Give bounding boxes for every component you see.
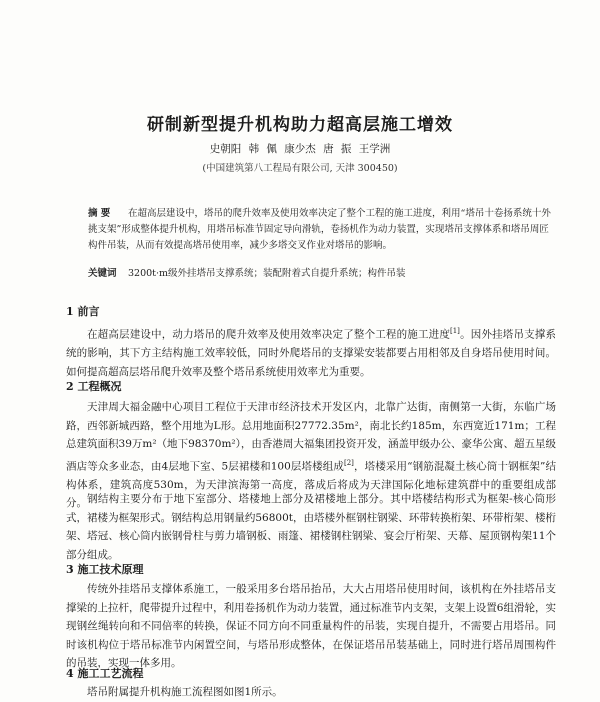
overview-text-a: 天津周大福金融中心项目工程位于天津市经济技术开发区内，北靠广达街，南侧第一大街，东临广场路，西邻新城西路，整个用地为L形。总用地面积27772.35m²，南北长约185m，东西宽近171m；工程总建筑面积39万m²（地下98370m²），由香港周大福集团投资开发，涵盖甲级办公、豪华公寓、超五星级酒店等众多业态，由4层地下室、5层裙楼和100层塔楼组成 — [66, 401, 556, 472]
intro-text-a: 在超高层建设中，动力塔吊的爬升效率及使用效率决定了整个工程的施工进度 — [87, 328, 450, 341]
section-heading-process: 4 施工工艺流程 — [66, 667, 144, 680]
citation-2: [2] — [343, 458, 354, 467]
paper-affiliation: (中国建筑第八工程局有限公司, 天津 300450) — [202, 163, 398, 174]
paper-authors: 史朝阳 韩 佩 康少杰 唐 振 王学洲 — [209, 143, 391, 155]
abstract-text: 在超高层建设中，塔吊的爬升效率及使用效率决定了整个工程的施工进度，利用“塔吊十卷扬系统十外挑支架”形成整体提升机构，用塔吊标准节固定导向滑轨，卷扬机作为动力装置，实现塔吊支撑体系和塔吊周匠构件吊装，从而有效提高塔吊使用率，减少多塔交叉作业对塔吊的影响。 — [88, 208, 551, 251]
section-heading-principle: 3 施工技术原理 — [66, 563, 144, 576]
citation-1: [1] — [450, 327, 460, 335]
keywords-label: 关键词 — [88, 268, 117, 279]
section-heading-overview: 2 工程概况 — [66, 380, 122, 393]
section-principle-paragraph: 传统外挂塔吊支撑体系施工，一般采用多台塔吊抬吊，大大占用塔吊使用时间，该机构在外挂塔吊支撑梁的上拉杆，爬带提升过程中，利用卷扬机作为动力装置，通过标准节内支架，支架上设置6组滑轮，实现钢丝绳转向和不同倍率的转换，保证不同方向不同重量构件的吊装，实现自提升，不需要占用塔吊。同时该机构位于塔吊标准节内闲置空间，与塔吊形成整体，在保证塔吊吊装基础上，同时进行塔吊周围构件的吊装，实现一体多用。 — [66, 583, 556, 669]
abstract-label: 摘 要 — [88, 208, 111, 219]
section-overview-paragraph-2: 钢结构主要分布于地下室部分、塔楼地上部分及裙楼地上部分。其中塔楼结构形式为框架-核心筒形式，裙楼为框架形式。钢结构总用钢量约56800t，由塔楼外框钢柱钢梁、环带转换桁架、环带桁架、楼桁架、塔冠、核心筒内嵌钢骨柱与剪力墙钢板、雨篷、裙楼钢柱钢梁、宴会厅桁架、天幕、屋顶钢构架11个部分组成。 — [66, 493, 556, 561]
section-heading-intro: 1 前言 — [66, 305, 100, 318]
section-process-paragraph: 塔吊附属提升机构施工流程图如图1所示。 — [87, 686, 283, 698]
paper-title: 研制新型提升机构助力超高层施工增效 — [147, 115, 453, 135]
keywords-text: 3200t·m级外挂塔吊支撑系统；装配附着式自提升系统；构件吊装 — [128, 268, 406, 279]
overview-text-b: ，塔楼采用“钢筋混凝土核心筒十钢框架”结构体系，建筑高度530m，为天津滨海第一高度，落成后将成为天津国际化地标建筑群中的重要组成部分。 — [66, 460, 556, 509]
abstract-block — [88, 206, 558, 254]
section-intro-paragraph — [66, 322, 556, 381]
intro-text-b: 。因外挂塔吊支撑系统的影响，其下方主结构施工效率较低，同时外爬塔吊的支撑梁安装都要占用相邻及自身塔吊使用时间。如何提高超高层塔吊爬升效率及整个塔吊系统使用效率尤为重要。 — [66, 328, 557, 378]
keywords-block — [88, 266, 558, 282]
